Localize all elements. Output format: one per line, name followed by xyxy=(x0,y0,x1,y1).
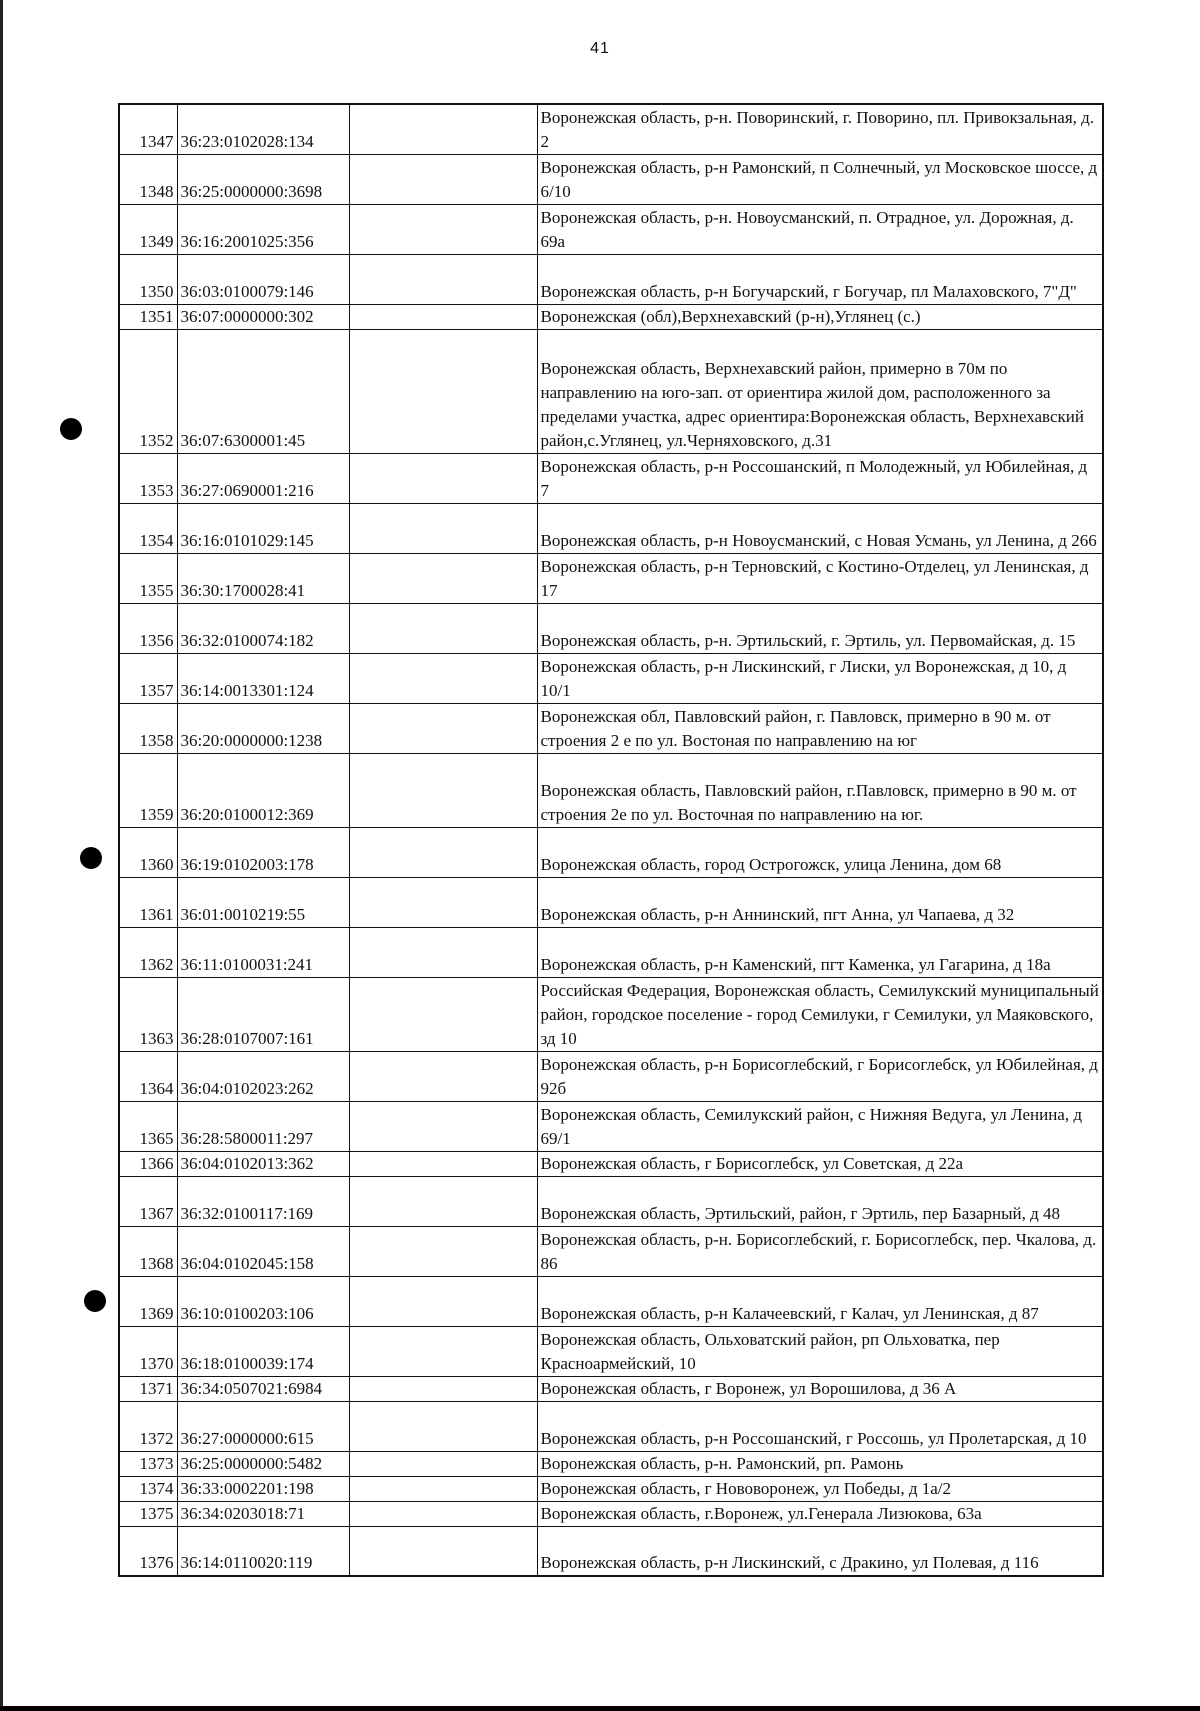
registry-table xyxy=(118,103,1104,1577)
empty-cell xyxy=(349,1376,537,1401)
row-number-cell: 1365 xyxy=(119,1101,177,1151)
row-number-cell: 1374 xyxy=(119,1476,177,1501)
address-cell: Воронежская область, р-н. Новоусманский, п. Отрадное, ул. Дорожная, д. 69а xyxy=(537,204,1103,254)
cadastral-number-cell: 36:04:0102013:362 xyxy=(177,1151,349,1176)
table-row xyxy=(119,453,1103,503)
cadastral-number-cell: 36:16:2001025:356 xyxy=(177,204,349,254)
empty-cell xyxy=(349,1451,537,1476)
cadastral-number-cell: 36:32:0100074:182 xyxy=(177,603,349,653)
cadastral-number-cell: 36:34:0203018:71 xyxy=(177,1501,349,1526)
empty-cell xyxy=(349,927,537,977)
row-number-cell: 1371 xyxy=(119,1376,177,1401)
empty-cell xyxy=(349,304,537,329)
table-row xyxy=(119,653,1103,703)
empty-cell xyxy=(349,154,537,204)
empty-cell xyxy=(349,1501,537,1526)
address-cell: Воронежская область, г Нововоронеж, ул Победы, д 1а/2 xyxy=(537,1476,1103,1501)
scan-left-edge xyxy=(0,0,3,1711)
row-number-cell: 1362 xyxy=(119,927,177,977)
table-row xyxy=(119,254,1103,304)
row-number-cell: 1369 xyxy=(119,1276,177,1326)
address-cell: Воронежская область, р-н Каменский, пгт Каменка, ул Гагарина, д 18а xyxy=(537,927,1103,977)
empty-cell xyxy=(349,753,537,827)
table-row xyxy=(119,877,1103,927)
table-row xyxy=(119,603,1103,653)
row-number-cell: 1349 xyxy=(119,204,177,254)
table-row xyxy=(119,1276,1103,1326)
row-number-cell: 1350 xyxy=(119,254,177,304)
page-number: 41 xyxy=(590,40,610,57)
address-cell: Воронежская область, Ольховатский район, рп Ольховатка, пер Красноармейский, 10 xyxy=(537,1326,1103,1376)
address-cell: Воронежская область, р-н Калачеевский, г Калач, ул Ленинская, д 87 xyxy=(537,1276,1103,1326)
row-number-cell: 1358 xyxy=(119,703,177,753)
empty-cell xyxy=(349,553,537,603)
empty-cell xyxy=(349,503,537,553)
cadastral-number-cell: 36:01:0010219:55 xyxy=(177,877,349,927)
address-cell: Воронежская область, р-н Лискинский, г Лиски, ул Воронежская, д 10, д 10/1 xyxy=(537,653,1103,703)
address-cell: Воронежская область, р-н Терновский, с Костино-Отделец, ул Ленинская, д 17 xyxy=(537,553,1103,603)
cadastral-number-cell: 36:34:0507021:6984 xyxy=(177,1376,349,1401)
empty-cell xyxy=(349,254,537,304)
row-number-cell: 1359 xyxy=(119,753,177,827)
empty-cell xyxy=(349,1051,537,1101)
address-cell: Воронежская область, Семилукский район, с Нижняя Ведуга, ул Ленина, д 69/1 xyxy=(537,1101,1103,1151)
empty-cell xyxy=(349,1101,537,1151)
cadastral-number-cell: 36:16:0101029:145 xyxy=(177,503,349,553)
table-row xyxy=(119,1401,1103,1451)
row-number-cell: 1352 xyxy=(119,329,177,453)
empty-cell xyxy=(349,1226,537,1276)
cadastral-number-cell: 36:23:0102028:134 xyxy=(177,104,349,154)
row-number-cell: 1367 xyxy=(119,1176,177,1226)
table-row xyxy=(119,1226,1103,1276)
address-cell: Воронежская обл, Павловский район, г. Павловск, примерно в 90 м. от строения 2 е по ул. Востоная по направлению на юг xyxy=(537,703,1103,753)
row-number-cell: 1373 xyxy=(119,1451,177,1476)
table-row xyxy=(119,304,1103,329)
cadastral-number-cell: 36:03:0100079:146 xyxy=(177,254,349,304)
address-cell: Воронежская область, г Борисоглебск, ул Советская, д 22а xyxy=(537,1151,1103,1176)
empty-cell xyxy=(349,703,537,753)
row-number-cell: 1356 xyxy=(119,603,177,653)
table-row xyxy=(119,753,1103,827)
table-row xyxy=(119,1176,1103,1226)
table-row xyxy=(119,927,1103,977)
empty-cell xyxy=(349,603,537,653)
row-number-cell: 1355 xyxy=(119,553,177,603)
row-number-cell: 1372 xyxy=(119,1401,177,1451)
cadastral-number-cell: 36:28:5800011:297 xyxy=(177,1101,349,1151)
table-row xyxy=(119,503,1103,553)
address-cell: Воронежская область, Павловский район, г.Павловск, примерно в 90 м. от строения 2е по ул. Восточная по направлению на юг. xyxy=(537,753,1103,827)
row-number-cell: 1360 xyxy=(119,827,177,877)
row-number-cell: 1376 xyxy=(119,1526,177,1576)
address-cell: Воронежская (обл),Верхнехавский (р-н),Углянец (с.) xyxy=(537,304,1103,329)
address-cell: Воронежская область, р-н Лискинский, с Дракино, ул Полевая, д 116 xyxy=(537,1526,1103,1576)
address-cell: Воронежская область, р-н Россошанский, г Россошь, ул Пролетарская, д 10 xyxy=(537,1401,1103,1451)
address-cell: Воронежская область, Верхнехавский район, примерно в 70м по направлению на юго-зап. от ориентира жилой дом, расположенного за пределами участка, адрес ориентира:Воронежская область, Верхнехавский район,с.Углянец, ул.Черняховского, д.31 xyxy=(537,329,1103,453)
address-cell: Воронежская область, р-н. Эртильский, г. Эртиль, ул. Первомайская, д. 15 xyxy=(537,603,1103,653)
punch-hole-mark xyxy=(84,1290,106,1312)
empty-cell xyxy=(349,877,537,927)
table-row xyxy=(119,977,1103,1051)
row-number-cell: 1366 xyxy=(119,1151,177,1176)
cadastral-number-cell: 36:27:0000000:615 xyxy=(177,1401,349,1451)
address-cell: Российская Федерация, Воронежская область, Семилукский муниципальный район, городское поселение - город Семилуки, г Семилуки, ул Маяковского, зд 10 xyxy=(537,977,1103,1051)
address-cell: Воронежская область, р-н Аннинский, пгт Анна, ул Чапаева, д 32 xyxy=(537,877,1103,927)
cadastral-number-cell: 36:07:6300001:45 xyxy=(177,329,349,453)
cadastral-number-cell: 36:14:0013301:124 xyxy=(177,653,349,703)
empty-cell xyxy=(349,104,537,154)
table-row xyxy=(119,104,1103,154)
cadastral-number-cell: 36:25:0000000:5482 xyxy=(177,1451,349,1476)
cadastral-number-cell: 36:19:0102003:178 xyxy=(177,827,349,877)
cadastral-number-cell: 36:04:0102045:158 xyxy=(177,1226,349,1276)
row-number-cell: 1375 xyxy=(119,1501,177,1526)
table-row xyxy=(119,1376,1103,1401)
cadastral-number-cell: 36:32:0100117:169 xyxy=(177,1176,349,1226)
cadastral-number-cell: 36:14:0110020:119 xyxy=(177,1526,349,1576)
punch-hole-mark xyxy=(80,847,102,869)
address-cell: Воронежская область, р-н. Поворинский, г. Поворино, пл. Привокзальная, д. 2 xyxy=(537,104,1103,154)
row-number-cell: 1364 xyxy=(119,1051,177,1101)
table-row xyxy=(119,1526,1103,1576)
address-cell: Воронежская область, р-н Россошанский, п Молодежный, ул Юбилейная, д 7 xyxy=(537,453,1103,503)
empty-cell xyxy=(349,827,537,877)
address-cell: Воронежская область, р-н Борисоглебский, г Борисоглебск, ул Юбилейная, д 92б xyxy=(537,1051,1103,1101)
row-number-cell: 1370 xyxy=(119,1326,177,1376)
cadastral-number-cell: 36:25:0000000:3698 xyxy=(177,154,349,204)
table-row xyxy=(119,1451,1103,1476)
row-number-cell: 1357 xyxy=(119,653,177,703)
empty-cell xyxy=(349,1276,537,1326)
cadastral-number-cell: 36:11:0100031:241 xyxy=(177,927,349,977)
cadastral-number-cell: 36:10:0100203:106 xyxy=(177,1276,349,1326)
cadastral-number-cell: 36:20:0000000:1238 xyxy=(177,703,349,753)
address-cell: Воронежская область, р-н Новоусманский, с Новая Усмань, ул Ленина, д 266 xyxy=(537,503,1103,553)
address-cell: Воронежская область, р-н. Борисоглебский, г. Борисоглебск, пер. Чкалова, д. 86 xyxy=(537,1226,1103,1276)
address-cell: Воронежская область, р-н. Рамонский, рп. Рамонь xyxy=(537,1451,1103,1476)
punch-hole-mark xyxy=(60,418,82,440)
address-cell: Воронежская область, город Острогожск, улица Ленина, дом 68 xyxy=(537,827,1103,877)
cadastral-number-cell: 36:18:0100039:174 xyxy=(177,1326,349,1376)
table-row xyxy=(119,703,1103,753)
cadastral-number-cell: 36:20:0100012:369 xyxy=(177,753,349,827)
empty-cell xyxy=(349,1401,537,1451)
empty-cell xyxy=(349,453,537,503)
row-number-cell: 1368 xyxy=(119,1226,177,1276)
empty-cell xyxy=(349,977,537,1051)
table-row xyxy=(119,1051,1103,1101)
address-cell: Воронежская область, р-н Рамонский, п Солнечный, ул Московское шоссе, д 6/10 xyxy=(537,154,1103,204)
table-row xyxy=(119,1501,1103,1526)
row-number-cell: 1353 xyxy=(119,453,177,503)
table-row xyxy=(119,204,1103,254)
table-row xyxy=(119,553,1103,603)
registry-table-body xyxy=(119,104,1103,1576)
row-number-cell: 1347 xyxy=(119,104,177,154)
table-row xyxy=(119,1476,1103,1501)
table-row xyxy=(119,154,1103,204)
cadastral-number-cell: 36:30:1700028:41 xyxy=(177,553,349,603)
row-number-cell: 1363 xyxy=(119,977,177,1051)
empty-cell xyxy=(349,1326,537,1376)
empty-cell xyxy=(349,1151,537,1176)
address-cell: Воронежская область, Эртильский, район, г Эртиль, пер Базарный, д 48 xyxy=(537,1176,1103,1226)
cadastral-number-cell: 36:27:0690001:216 xyxy=(177,453,349,503)
table-row xyxy=(119,1326,1103,1376)
row-number-cell: 1361 xyxy=(119,877,177,927)
empty-cell xyxy=(349,1176,537,1226)
table-row xyxy=(119,1101,1103,1151)
scan-bottom-edge xyxy=(0,1706,1200,1711)
empty-cell xyxy=(349,1476,537,1501)
cadastral-number-cell: 36:04:0102023:262 xyxy=(177,1051,349,1101)
row-number-cell: 1351 xyxy=(119,304,177,329)
row-number-cell: 1348 xyxy=(119,154,177,204)
row-number-cell: 1354 xyxy=(119,503,177,553)
address-cell: Воронежская область, р-н Богучарский, г Богучар, пл Малаховского, 7"Д" xyxy=(537,254,1103,304)
empty-cell xyxy=(349,329,537,453)
empty-cell xyxy=(349,653,537,703)
cadastral-number-cell: 36:28:0107007:161 xyxy=(177,977,349,1051)
address-cell: Воронежская область, г Воронеж, ул Ворошилова, д 36 А xyxy=(537,1376,1103,1401)
empty-cell xyxy=(349,204,537,254)
empty-cell xyxy=(349,1526,537,1576)
table-row xyxy=(119,1151,1103,1176)
table-row xyxy=(119,329,1103,453)
cadastral-number-cell: 36:33:0002201:198 xyxy=(177,1476,349,1501)
table-row xyxy=(119,827,1103,877)
address-cell: Воронежская область, г.Воронеж, ул.Генерала Лизюкова, 63а xyxy=(537,1501,1103,1526)
cadastral-number-cell: 36:07:0000000:302 xyxy=(177,304,349,329)
